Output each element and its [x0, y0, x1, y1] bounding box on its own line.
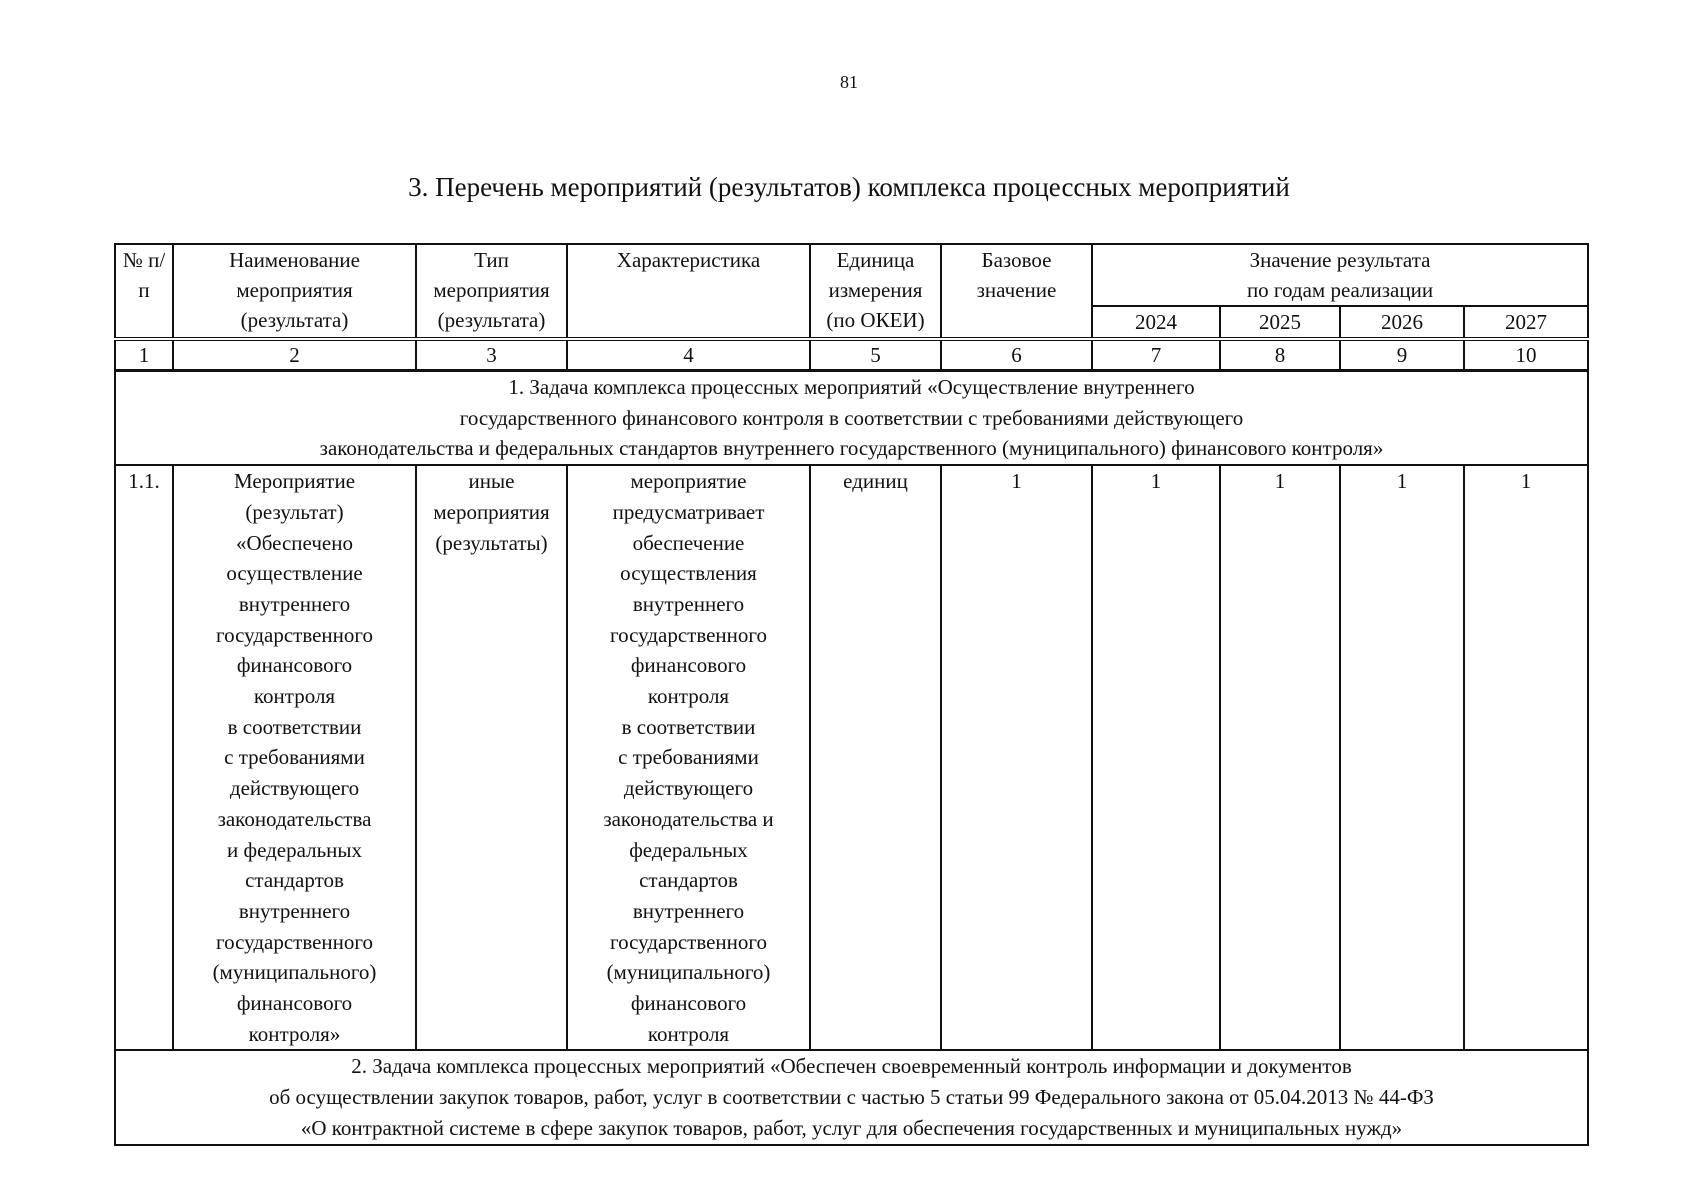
task-1-heading	[115, 371, 1588, 466]
header-num	[115, 244, 173, 339]
row-characteristic-line: внутреннего	[632, 898, 745, 923]
header-result-line: Значение результата	[1249, 248, 1431, 272]
row-name-line: действующего	[229, 776, 360, 801]
row-characteristic-line: действующего	[623, 776, 754, 801]
column-number: 2	[173, 339, 416, 371]
header-name	[173, 244, 416, 339]
row-characteristic-line: федеральных	[629, 837, 748, 862]
header-num-text: № п/п	[122, 248, 166, 302]
column-number: 4	[567, 339, 810, 371]
header-result-group	[1092, 244, 1588, 306]
row-name-line: стандартов	[245, 868, 344, 893]
measures-table	[114, 243, 1589, 1146]
row-value-2026: 1	[1340, 465, 1464, 1050]
column-numbers-row	[115, 339, 1588, 371]
document-title: 3. Перечень мероприятий (результатов) комплекса процессных мероприятий	[408, 172, 1290, 202]
row-type	[416, 465, 567, 1050]
row-characteristic-line: внутреннего	[632, 591, 745, 616]
row-characteristic-line: стандартов	[639, 868, 738, 893]
task-2-row	[115, 1050, 1588, 1144]
row-characteristic-line: мероприятие	[630, 469, 747, 494]
table-row	[115, 465, 1588, 1050]
row-characteristic-line: законодательства и	[603, 806, 774, 831]
column-number: 9	[1340, 339, 1464, 371]
row-type-line: (результаты)	[435, 530, 548, 555]
row-name-line: контроля»	[248, 1021, 341, 1046]
row-base-value: 1	[941, 465, 1092, 1050]
header-year: 2026	[1340, 306, 1464, 339]
row-characteristic-line: контроля	[647, 1021, 730, 1046]
row-name-line: и федеральных	[226, 837, 363, 862]
header-name-line: Наименование	[229, 248, 360, 272]
row-name-line: внутреннего	[238, 591, 351, 616]
row-name-line: осуществление	[226, 561, 363, 586]
row-name-line: государственного	[215, 622, 374, 647]
row-name-line: финансового	[236, 991, 353, 1016]
header-name-line: мероприятия	[236, 278, 353, 302]
column-number: 7	[1092, 339, 1220, 371]
column-number: 10	[1464, 339, 1588, 371]
row-name-line: (муниципального)	[212, 960, 377, 985]
row-characteristic-line: обеспечение	[632, 530, 745, 555]
row-unit: единиц	[810, 465, 941, 1050]
row-characteristic-line: государственного	[609, 929, 768, 954]
header-type-line: Тип	[474, 248, 509, 272]
task-1-line: законодательства и федеральных стандартов внутреннего государственного (муниципального) финансового контроля»	[319, 436, 1384, 461]
task-1-row	[115, 371, 1588, 466]
row-name-line: (результат)	[245, 499, 344, 524]
row-characteristic-line: осуществления	[620, 561, 757, 586]
row-name-line: государственного	[215, 929, 374, 954]
task-1-line: государственного финансового контроля в соответствии с требованиями действующего	[459, 405, 1244, 430]
task-1-line: 1. Задача комплекса процессных мероприятий «Осуществление внутреннего	[508, 375, 1195, 399]
row-type-line: мероприятия	[433, 499, 550, 524]
row-value-2027: 1	[1464, 465, 1588, 1050]
row-name-line: с требованиями	[224, 745, 365, 770]
row-name-line: Мероприятие	[233, 469, 356, 494]
row-value-2024: 1	[1092, 465, 1220, 1050]
header-base-line: Базовое	[981, 248, 1052, 272]
header-type	[416, 244, 567, 339]
row-name-line: контроля	[253, 684, 336, 709]
header-unit-line: Единица	[836, 248, 915, 272]
header-unit	[810, 244, 941, 339]
row-name-line: финансового	[236, 653, 353, 678]
row-num: 1.1.	[115, 465, 173, 1050]
header-unit-line: измерения	[828, 278, 923, 302]
header-base-line: значение	[976, 278, 1057, 302]
row-characteristic-line: финансового	[630, 991, 747, 1016]
row-characteristic-line: контроля	[647, 684, 730, 709]
row-characteristic	[567, 465, 810, 1050]
header-result-line: по годам реализации	[1246, 278, 1434, 302]
page-number: 81	[840, 72, 858, 92]
row-characteristic-line: в соответствии	[621, 714, 756, 739]
column-number: 1	[115, 339, 173, 371]
task-2-line: «О контрактной системе в сфере закупок товаров, работ, услуг для обеспечения государственных и муниципальных нужд»	[300, 1115, 1403, 1140]
column-number: 8	[1220, 339, 1340, 371]
row-name	[173, 465, 416, 1050]
row-name-line: внутреннего	[238, 898, 351, 923]
header-year: 2025	[1220, 306, 1340, 339]
row-name-line: законодательства	[217, 806, 372, 831]
header-characteristic	[567, 244, 810, 339]
column-number: 6	[941, 339, 1092, 371]
row-type-line: иные	[468, 469, 515, 494]
row-value-2025: 1	[1220, 465, 1340, 1050]
header-year: 2027	[1464, 306, 1588, 339]
column-number: 3	[416, 339, 567, 371]
header-year: 2024	[1092, 306, 1220, 339]
task-2-line: об осуществлении закупок товаров, работ, услуг в соответствии с частью 5 статьи 99 Федерального закона от 05.04.2013 № 44-ФЗ	[269, 1085, 1434, 1110]
row-name-line: в соответствии	[227, 714, 362, 739]
header-characteristic-text: Характеристика	[616, 248, 761, 272]
header-base	[941, 244, 1092, 339]
row-characteristic-line: (муниципального)	[606, 960, 771, 985]
row-name-line: «Обеспечено	[236, 530, 353, 555]
row-characteristic-line: финансового	[630, 653, 747, 678]
task-2-heading	[115, 1050, 1588, 1144]
header-name-line: (результата)	[240, 308, 349, 332]
task-2-line: 2. Задача комплекса процессных мероприятий «Обеспечен своевременный контроль информации и документов	[351, 1054, 1352, 1079]
header-type-line: (результата)	[437, 308, 546, 332]
column-number: 5	[810, 339, 941, 371]
row-characteristic-line: предусматривает	[612, 499, 765, 524]
row-characteristic-line: государственного	[609, 622, 768, 647]
row-characteristic-line: с требованиями	[618, 745, 759, 770]
header-type-line: мероприятия	[433, 278, 550, 302]
header-unit-line: (по ОКЕИ)	[826, 308, 925, 332]
